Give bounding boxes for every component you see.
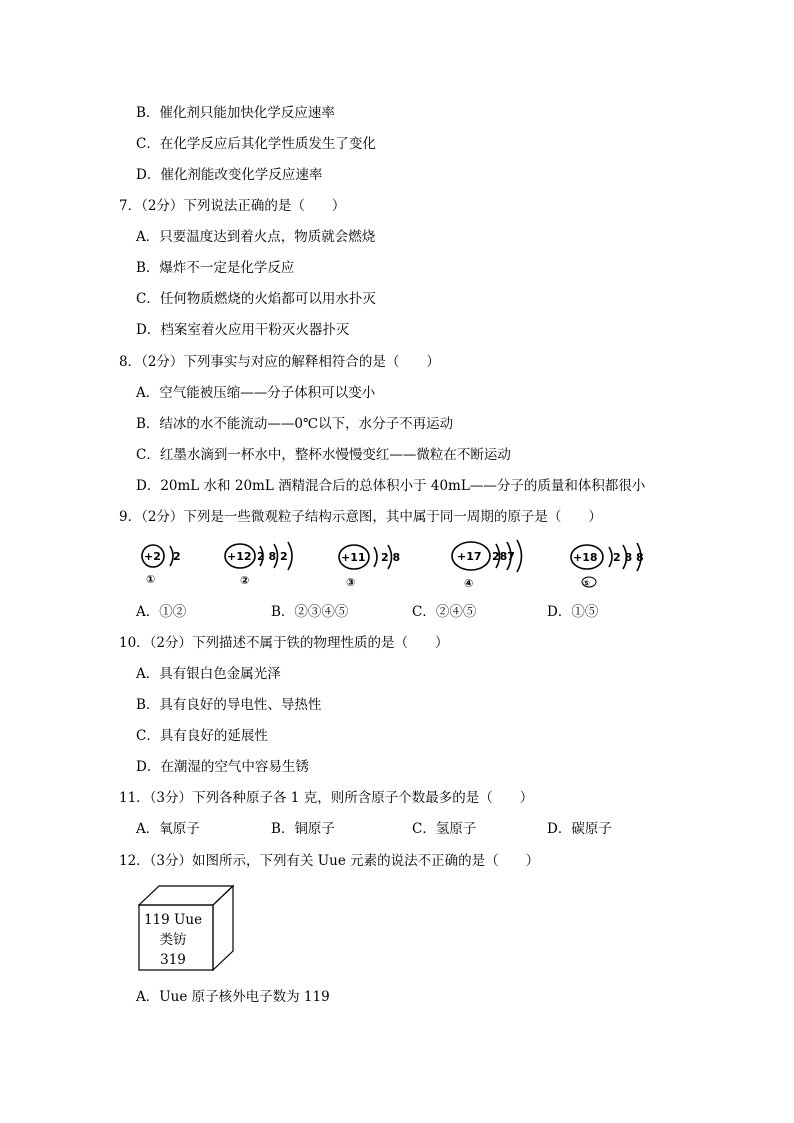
element-name: 类钫 — [159, 932, 187, 948]
element-mass: 319 — [160, 952, 186, 968]
q8-option-a: A．空气能被压缩——分子体积可以变小 — [136, 385, 376, 401]
atom-3-nucleus: +11 — [341, 551, 366, 564]
q9-option-c: C．②④⑤ — [412, 604, 477, 620]
q7-option-c: C．任何物质燃烧的火焰都可以用水扑灭 — [136, 291, 376, 307]
atom-4-shells: 287 — [492, 550, 515, 563]
atom-diagram-5 — [569, 542, 653, 592]
q7-option-d: D．档案室着火应用干粉灭火器扑灭 — [136, 322, 350, 338]
atom-5-shells: 2 8 8 — [613, 551, 644, 564]
atom-4-nucleus: +17 — [457, 550, 482, 563]
q7-option-b: B．爆炸不一定是化学反应 — [136, 260, 295, 276]
q9-option-b: B．②③④⑤ — [271, 604, 349, 620]
atom-diagram-1 — [138, 543, 198, 591]
q11-option-c: C．氢原子 — [412, 821, 477, 837]
atom-diagram-4 — [449, 539, 529, 591]
atom-2-nucleus: +12 — [227, 550, 252, 563]
atom-1-nucleus: +2 — [144, 550, 161, 563]
atom-4-label: ④ — [464, 577, 474, 590]
q10-option-d: D．在潮湿的空气中容易生锈 — [136, 759, 309, 775]
q11-option-b: B．铜原子 — [271, 821, 335, 837]
atom-1-label: ① — [146, 573, 156, 586]
q6-option-d: D．催化剂能改变化学反应速率 — [136, 167, 323, 183]
q6-option-b: B．催化剂只能加快化学反应速率 — [136, 105, 335, 121]
atom-2-label: ② — [240, 574, 250, 587]
q10-option-a: A．具有银白色金属光泽 — [136, 666, 281, 682]
q10-option-c: C．具有良好的延展性 — [136, 728, 268, 744]
question-9: 9．（2分）下列是一些微观粒子结构示意图，其中属于同一周期的原子是（ ） — [119, 509, 602, 525]
question-12: 12．（3分）如图所示，下列有关 Uue 元素的说法不正确的是（ ） — [119, 853, 540, 869]
q10-option-b: B．具有良好的导电性、导热性 — [136, 697, 322, 713]
atom-5-nucleus: +18 — [573, 551, 598, 564]
q6-option-c: C．在化学反应后其化学性质发生了变化 — [136, 136, 376, 152]
q8-option-b: B．结冰的水不能流动——0℃以下，水分子不再运动 — [136, 416, 454, 432]
question-11: 11．（3分）下列各种原子各 1 克，则所含原子个数最多的是（ ） — [119, 790, 534, 806]
q12-option-a: A．Uue 原子核外电子数为 119 — [136, 989, 330, 1005]
element-number-symbol: 119 Uue — [143, 912, 203, 928]
q8-option-d: D．20mL 水和 20mL 酒精混合后的总体积小于 40mL——分子的质量和体积都很小 — [136, 478, 646, 494]
atom-3-shells: 2 8 — [381, 551, 401, 564]
question-10: 10．（2分）下列描述不属于铁的物理性质的是（ ） — [119, 635, 449, 651]
q11-option-d: D．碳原子 — [547, 821, 612, 837]
question-7: 7．（2分）下列说法正确的是（ ） — [119, 198, 346, 214]
atom-diagram-3 — [336, 543, 406, 591]
q7-option-a: A．只要温度达到着火点，物质就会燃烧 — [136, 229, 376, 245]
question-8: 8．（2分）下列事实与对应的解释相符合的是（ ） — [119, 354, 440, 370]
atom-1-shells: 2 — [173, 550, 181, 563]
atom-5-label: ⑤ — [583, 579, 590, 588]
atom-2-shells: 2 8 2 — [257, 550, 288, 563]
atom-3-label: ③ — [346, 576, 356, 589]
q8-option-c: C．红墨水滴到一杯水中，整杯水慢慢变红——微粒在不断运动 — [136, 447, 511, 463]
q9-option-d: D．①⑤ — [547, 604, 599, 620]
q11-option-a: A．氧原子 — [136, 821, 200, 837]
q9-option-a: A．①② — [136, 604, 187, 620]
atom-diagram-2 — [222, 541, 302, 589]
